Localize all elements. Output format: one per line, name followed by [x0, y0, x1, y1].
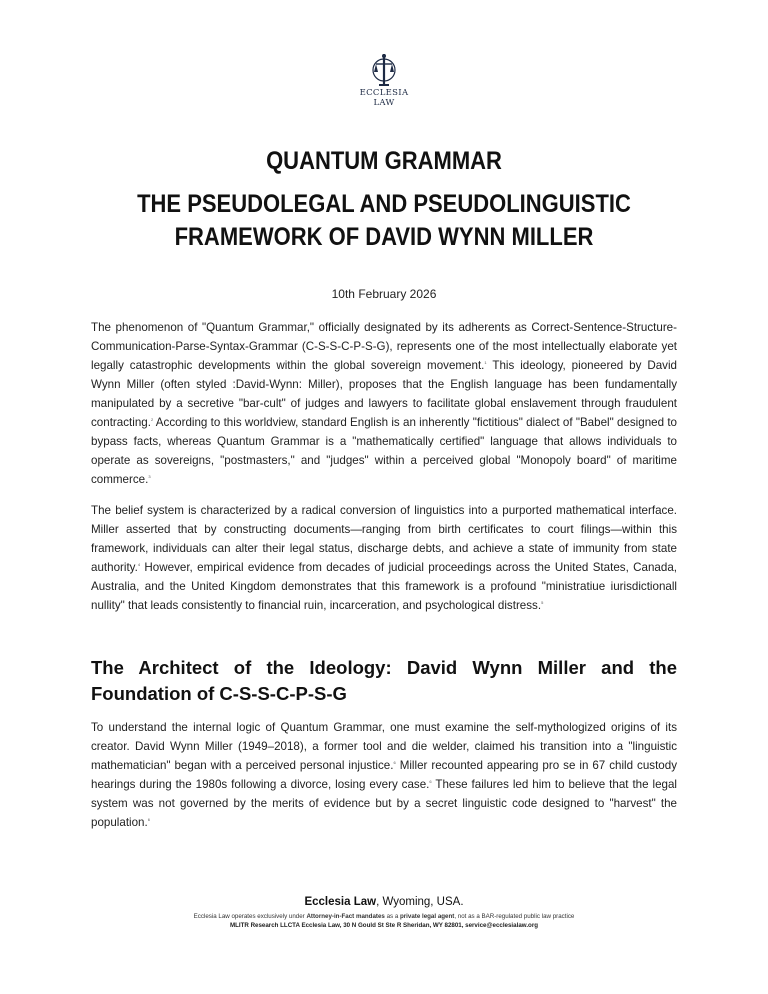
title-line-1: QUANTUM GRAMMAR — [266, 147, 502, 175]
paragraph-3-sentence-1: To understand the internal logic of Quantum Grammar, one must examine the self-mythologized origins of its creator. David Wynn Miller (1949–2018), a former tool and die welder, claimed his transition into a "linguistic mathematician" began with a perceived personal injustice. — [91, 721, 677, 772]
footnote-ref[interactable]: 6 — [147, 817, 150, 823]
paragraph-2-sentence-2: However, empirical evidence from decades of judicial proceedings across the United States, Canada, Australia, and the United Kingdom demonstrates that this framework is a profound "ministratiue iurisdictionall nullity" that leads consistently to financial ruin, incarceration, and psychological distress. — [91, 561, 677, 612]
disclaimer-bold-term: Attorney-in-Fact mandates — [306, 913, 385, 920]
paragraph-3-sentence-3: These failures led him to believe that the legal system was not governed by the merits of evidence but by a secret linguistic code designed to "harvest" the population. — [91, 778, 677, 829]
firm-logo — [0, 52, 768, 108]
disclaimer-text: Ecclesia Law operates exclusively under — [193, 913, 307, 920]
footnote-ref[interactable]: 6 — [429, 779, 432, 785]
page-footer — [0, 895, 768, 930]
logo-name-line2: LAW — [373, 98, 395, 108]
footnote-ref[interactable]: 3 — [148, 474, 151, 480]
disclaimer-text: as a — [384, 913, 400, 920]
disclaimer-bold-term: private legal agent — [399, 913, 455, 920]
document-title — [0, 146, 768, 254]
scales-of-justice-icon — [369, 52, 399, 88]
footnote-ref[interactable]: 1 — [484, 360, 487, 366]
paragraph-3 — [91, 718, 677, 832]
footnote-ref[interactable]: 2 — [150, 417, 154, 423]
paragraph-2 — [91, 501, 677, 615]
paragraph-1-sentence-2: This ideology, pioneered by David Wynn Miller (often styled :David-Wynn: Miller), proposes that the English language has been fundamentally manipulated by a secretive "bar-cult" of judges and lawyers to facilitate global enslavement through fraudulent contracting. — [91, 359, 677, 429]
logo-name-line1: ECCLESIA — [359, 88, 409, 98]
footer-address: MLITR Research LLCTA Ecclesia Law, 30 N Gould St Ste R Sheridan, WY 82801, service@ecclesialaw.org — [229, 922, 539, 929]
footer-firm-line — [0, 895, 768, 910]
paragraph-3-sentence-2: Miller recounted appearing pro se in 67 child custody hearings during the 1980s following a divorce, losing every case. — [91, 759, 677, 791]
paragraph-1-sentence-1: The phenomenon of "Quantum Grammar," officially designated by its adherents as Correct-Sentence-Structure-Communication-Parse-Syntax-Grammar (C-S-S-C-P-S-G), represents one of the most intellectually elaborate yet legally catastrophic developments within the global sovereign movement. — [91, 321, 677, 372]
footnote-ref[interactable]: 5 — [541, 600, 544, 606]
footer-firm-name: Ecclesia Law — [304, 896, 377, 908]
title-line-3: FRAMEWORK OF DAVID WYNN MILLER — [174, 223, 594, 251]
paragraph-1 — [91, 318, 677, 489]
section-heading: The Architect of the Ideology: David Wynn Miller and the Foundation of C-S-S-C-P-S-G — [91, 657, 677, 704]
paragraph-1-sentence-3: According to this worldview, standard English is an inherently "fictitious" dialect of "Babel" designed to bypass facts, whereas Quantum Grammar is a "mathematically certified" language that allows individuals to operate as sovereigns, "postmasters," and "judges" within a perceived global "Monopoly board" of maritime commerce. — [91, 416, 677, 486]
document-date: 10th February 2026 — [331, 287, 437, 301]
footer-disclaimer — [0, 912, 768, 921]
disclaimer-text: , not as a BAR-regulated public law practice — [454, 913, 575, 920]
footer-location: , Wyoming, USA. — [376, 896, 464, 908]
footnote-ref[interactable]: 6 — [393, 760, 396, 766]
footnote-ref[interactable]: 4 — [137, 562, 141, 568]
paragraph-2-sentence-1: The belief system is characterized by a radical conversion of linguistics into a purported mathematical interface. Miller asserted that by constructing documents—ranging from birth certificates to court filings—within this framework, individuals can alter their legal status, discharge debts, and achieve a state of immunity from state authority. — [91, 504, 677, 574]
title-line-2: THE PSEUDOLEGAL AND PSEUDOLINGUISTIC — [137, 190, 631, 218]
